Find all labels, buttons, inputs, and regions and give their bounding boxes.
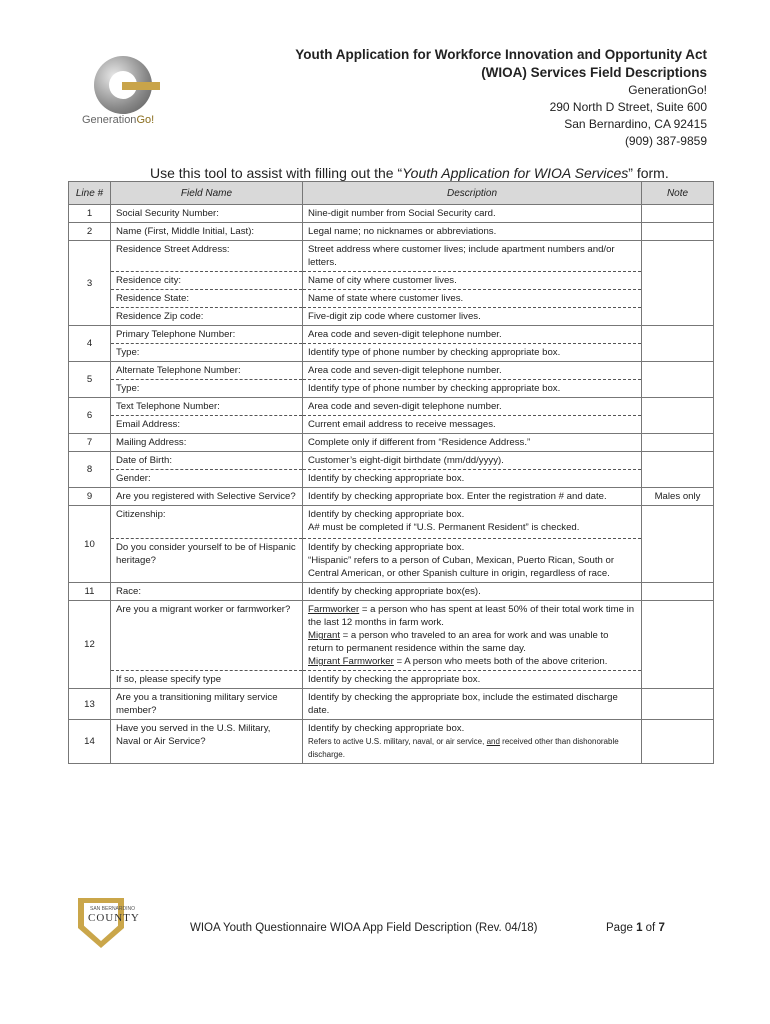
line-number: 7 [69, 434, 111, 452]
term-migrant: Migrant [308, 630, 340, 641]
note-cell [642, 326, 714, 362]
line-number: 4 [69, 326, 111, 362]
field-description: Nine-digit number from Social Security card. [303, 205, 642, 223]
org-name: GenerationGo! [628, 83, 707, 97]
field-description: Identify type of phone number by checking appropriate box. [303, 344, 642, 362]
table-row [69, 241, 714, 272]
org-phone: (909) 387-9859 [624, 134, 707, 148]
desc-line: A# must be completed if “U.S. Permanent Resident” is checked. [308, 522, 580, 533]
field-description: Street address where customer lives; include apartment numbers and/or letters. [303, 241, 642, 272]
line-number: 3 [69, 241, 111, 326]
table-row [69, 326, 714, 344]
field-name: Name (First, Middle Initial, Last): [111, 223, 303, 241]
field-name: Alternate Telephone Number: [111, 362, 303, 380]
intro-text: Use this tool to assist with filling out the “Youth Application for WIOA Services” form. [150, 165, 669, 181]
seal-top-text: SAN BERNARDINO [90, 906, 136, 912]
note-cell [642, 583, 714, 601]
field-name: Residence Street Address: [111, 241, 303, 272]
field-name: Gender: [111, 470, 303, 488]
field-name: Race: [111, 583, 303, 601]
line-number: 9 [69, 488, 111, 506]
line-number: 6 [69, 398, 111, 434]
note-cell: Males only [642, 488, 714, 506]
table-row [69, 720, 714, 764]
line-number: 10 [69, 506, 111, 583]
desc-line: Identify by checking appropriate box. [308, 542, 465, 553]
line-number: 8 [69, 452, 111, 488]
field-description: Name of state where customer lives. [303, 290, 642, 308]
org-city: San Bernardino, CA 92415 [564, 117, 707, 131]
note-cell [642, 720, 714, 764]
generation-go-logo [82, 56, 172, 134]
term-farmworker: Farmworker [308, 604, 360, 615]
field-description-table [68, 181, 714, 764]
field-name: Residence State: [111, 290, 303, 308]
field-description: Identify type of phone number by checking appropriate box. [303, 380, 642, 398]
field-name: Primary Telephone Number: [111, 326, 303, 344]
note-cell [642, 223, 714, 241]
field-description: Identify by checking appropriate box. Enter the registration # and date. [303, 488, 642, 506]
table-row [69, 506, 714, 539]
title-line-2: (WIOA) Services Field Descriptions [481, 65, 707, 80]
note-cell [642, 241, 714, 326]
field-name: Are you a migrant worker or farmworker? [111, 601, 303, 671]
col-note: Note [642, 182, 714, 205]
line-number: 11 [69, 583, 111, 601]
field-name: If so, please specify type [111, 671, 303, 689]
field-name: Are you registered with Selective Service? [111, 488, 303, 506]
field-name: Do you consider yourself to be of Hispanic heritage? [111, 539, 303, 583]
table-row [69, 362, 714, 380]
table-row [69, 290, 714, 308]
field-description: Area code and seven-digit telephone number. [303, 326, 642, 344]
line-number: 12 [69, 601, 111, 689]
table-row [69, 601, 714, 671]
field-name: Text Telephone Number: [111, 398, 303, 416]
line-number: 14 [69, 720, 111, 764]
desc-line: “Hispanic” refers to a person of Cuban, Mexican, Puerto Rican, South or Central American, or other Spanish culture in origin, regardless of race. [308, 555, 615, 579]
note-cell [642, 452, 714, 488]
term-migrant-farmworker: Migrant Farmworker [308, 656, 394, 667]
field-description: Area code and seven-digit telephone number. [303, 362, 642, 380]
field-name: Date of Birth: [111, 452, 303, 470]
field-name: Residence Zip code: [111, 308, 303, 326]
desc-line: Identify by checking appropriate box. [308, 723, 465, 734]
field-description: Identify by checking appropriate box(es). [303, 583, 642, 601]
field-name: Mailing Address: [111, 434, 303, 452]
note-cell [642, 601, 714, 689]
note-cell [642, 689, 714, 720]
field-description: Area code and seven-digit telephone number. [303, 398, 642, 416]
header-block [295, 46, 707, 150]
field-description: Current email address to receive messages. [303, 416, 642, 434]
table-row [69, 539, 714, 583]
col-field: Field Name [111, 182, 303, 205]
logo-bar [122, 82, 160, 90]
field-name: Type: [111, 380, 303, 398]
table-row [69, 308, 714, 326]
field-name: Email Address: [111, 416, 303, 434]
col-line: Line # [69, 182, 111, 205]
field-description: Name of city where customer lives. [303, 272, 642, 290]
field-description: Customer’s eight-digit birthdate (mm/dd/yyyy). [303, 452, 642, 470]
desc-line: Farmworker = a person who has spent at least 50% of their total work time in the last 12 months in farm work. [308, 604, 635, 628]
col-description: Description [303, 182, 642, 205]
note-cell [642, 362, 714, 398]
page-number: Page 1 of 7 [606, 922, 665, 934]
field-description: Five-digit zip code where customer lives. [303, 308, 642, 326]
table-row [69, 689, 714, 720]
line-number: 13 [69, 689, 111, 720]
field-name: Type: [111, 344, 303, 362]
org-street: 290 North D Street, Suite 600 [549, 100, 707, 114]
note-cell [642, 205, 714, 223]
line-number: 5 [69, 362, 111, 398]
desc-line: Migrant = a person who traveled to an area for work and was unable to return to permanent residence within the same day. [308, 630, 609, 654]
field-description [303, 539, 642, 583]
note-cell [642, 434, 714, 452]
note-cell [642, 506, 714, 583]
table-row [69, 416, 714, 434]
table-header-row [69, 182, 714, 205]
table-row [69, 583, 714, 601]
desc-line: Migrant Farmworker = A person who meets both of the above criterion. [308, 656, 608, 667]
table-row [69, 671, 714, 689]
field-description [303, 720, 642, 764]
footer-text: WIOA Youth Questionnaire WIOA App Field Description (Rev. 04/18) [190, 922, 538, 934]
field-description: Legal name; no nicknames or abbreviations. [303, 223, 642, 241]
county-seal-icon [78, 898, 142, 948]
field-name: Social Security Number: [111, 205, 303, 223]
table-row [69, 488, 714, 506]
seal-main-text: COUNTY [88, 912, 140, 924]
table-row [69, 380, 714, 398]
logo-text: GenerationGo! [82, 114, 155, 126]
table-row [69, 344, 714, 362]
table-row [69, 470, 714, 488]
desc-line: Identify by checking appropriate box. [308, 509, 465, 520]
field-name: Are you a transitioning military service member? [111, 689, 303, 720]
field-name: Have you served in the U.S. Military, Naval or Air Service? [111, 720, 303, 764]
table-row [69, 205, 714, 223]
title-line-1: Youth Application for Workforce Innovation and Opportunity Act [295, 47, 707, 62]
line-number: 1 [69, 205, 111, 223]
field-description [303, 506, 642, 539]
note-cell [642, 398, 714, 434]
field-description: Identify by checking the appropriate box. [303, 671, 642, 689]
table-row [69, 272, 714, 290]
field-description: Identify by checking appropriate box. [303, 470, 642, 488]
table-row [69, 223, 714, 241]
field-name: Citizenship: [111, 506, 303, 539]
desc-line: Refers to active U.S. military, naval, or air service, and received other than dishonorable discharge. [308, 737, 619, 759]
field-description [303, 601, 642, 671]
field-description: Identify by checking the appropriate box, include the estimated discharge date. [303, 689, 642, 720]
line-number: 2 [69, 223, 111, 241]
field-description: Complete only if different from “Residence Address.” [303, 434, 642, 452]
table-row [69, 398, 714, 416]
table-row [69, 452, 714, 470]
field-name: Residence city: [111, 272, 303, 290]
table-row [69, 434, 714, 452]
